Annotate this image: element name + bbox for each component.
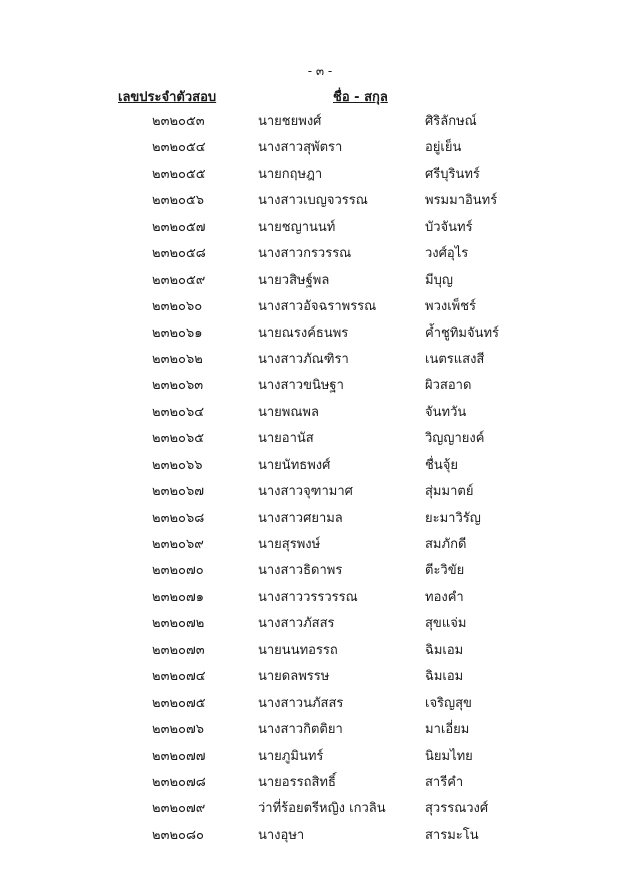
first-name: นางสาวภัณฑิรา bbox=[258, 351, 349, 367]
candidate-row bbox=[0, 744, 632, 770]
candidate-row bbox=[0, 823, 632, 849]
candidate-row bbox=[0, 241, 632, 267]
candidate-row bbox=[0, 426, 632, 452]
exam-id: ๒๓๒๐๕๕ bbox=[152, 166, 206, 182]
exam-id: ๒๓๒๐๖๖ bbox=[152, 457, 203, 473]
candidate-row bbox=[0, 691, 632, 717]
candidate-row bbox=[0, 664, 632, 690]
surname: สารมะโน bbox=[425, 827, 479, 843]
exam-id: ๒๓๒๐๖๐ bbox=[152, 299, 203, 315]
column-header-full-name: ชื่อ - สกุล bbox=[333, 90, 388, 105]
surname: สุขแจ่ม bbox=[425, 616, 467, 632]
surname: นิยมไทย bbox=[425, 748, 473, 764]
exam-id: ๒๓๒๐๗๘ bbox=[152, 774, 206, 790]
exam-id: ๒๓๒๐๖๗ bbox=[152, 484, 204, 500]
first-name: นางสาวสุพัตรา bbox=[258, 140, 343, 156]
first-name: นางสาวธิดาพร bbox=[258, 563, 343, 579]
surname: วิญญายงค์ bbox=[425, 431, 485, 447]
surname: ศรีบุรินทร์ bbox=[425, 166, 480, 182]
candidate-row bbox=[0, 373, 632, 399]
first-name: นายสุรพงษ์ bbox=[258, 537, 321, 552]
exam-id: ๒๓๒๐๖๔ bbox=[152, 404, 205, 420]
exam-id: ๒๓๒๐๕๗ bbox=[152, 219, 206, 235]
first-name: นายพณพล bbox=[258, 404, 319, 420]
surname: มาเอี่ยม bbox=[425, 722, 470, 738]
surname: สารีคำ bbox=[425, 774, 464, 790]
first-name: นายณรงค์ธนพร bbox=[258, 325, 349, 341]
candidate-row bbox=[0, 268, 632, 294]
exam-id: ๒๓๒๐๗๔ bbox=[152, 669, 206, 685]
surname: อยู่เย็น bbox=[425, 140, 462, 156]
exam-id: ๒๓๒๐๖๙ bbox=[152, 537, 204, 552]
surname: พวงเพ็ชร์ bbox=[425, 299, 477, 315]
exam-id: ๒๓๒๐๘๐ bbox=[152, 827, 204, 843]
exam-id: ๒๓๒๐๗๐ bbox=[152, 563, 204, 579]
surname: เจริญสุข bbox=[425, 695, 472, 711]
candidate-list bbox=[0, 109, 632, 849]
surname: บัวจันทร์ bbox=[425, 219, 473, 235]
first-name: นางสาวกิตติยา bbox=[258, 722, 343, 738]
exam-id: ๒๓๒๐๖๒ bbox=[152, 351, 203, 367]
exam-id: ๒๓๒๐๕๙ bbox=[152, 272, 206, 288]
exam-id: ๒๓๒๐๗๓ bbox=[152, 642, 205, 658]
surname: สุ่มมาตย์ bbox=[425, 484, 474, 500]
first-name: นางสาวกรวรรณ bbox=[258, 246, 352, 262]
first-name: นายกฤษฎา bbox=[258, 166, 323, 182]
candidate-row bbox=[0, 638, 632, 664]
surname: เนตรแสงสี bbox=[425, 351, 485, 367]
exam-id: ๒๓๒๐๖๕ bbox=[152, 431, 205, 447]
candidate-row bbox=[0, 215, 632, 241]
surname: ผิวสอาด bbox=[425, 378, 472, 394]
first-name: นางสาวขนิษฐา bbox=[258, 378, 344, 394]
candidate-row bbox=[0, 558, 632, 584]
surname: ค้ำชูทิมจันทร์ bbox=[425, 325, 500, 341]
first-name: นางสาวศยามล bbox=[258, 510, 343, 526]
candidate-row bbox=[0, 135, 632, 161]
column-header-exam-id: เลขประจำตัวสอบ bbox=[118, 90, 217, 105]
first-name: นางอุษา bbox=[258, 827, 305, 843]
candidate-row bbox=[0, 506, 632, 532]
candidate-row bbox=[0, 400, 632, 426]
first-name: นายภูมินทร์ bbox=[258, 748, 324, 764]
surname: ทองคำ bbox=[425, 589, 464, 605]
exam-id: ๒๓๒๐๕๔ bbox=[152, 140, 206, 156]
first-name: นางสาววรรวรรณ bbox=[258, 589, 358, 605]
first-name: นางสาวนภัสสร bbox=[258, 695, 344, 711]
exam-id: ๒๓๒๐๖๑ bbox=[152, 325, 203, 341]
candidate-row bbox=[0, 294, 632, 320]
candidate-row bbox=[0, 479, 632, 505]
candidate-row bbox=[0, 796, 632, 822]
exam-id: ๒๓๒๐๗๙ bbox=[152, 801, 206, 817]
candidate-row bbox=[0, 770, 632, 796]
surname: วงศ์อุไร bbox=[425, 246, 469, 262]
exam-id: ๒๓๒๐๗๖ bbox=[152, 722, 204, 738]
candidate-row bbox=[0, 188, 632, 214]
first-name: นางสาวภัสสร bbox=[258, 616, 335, 632]
first-name: นายชญานนท์ bbox=[258, 219, 336, 235]
first-name: นายวสิษฐ์พล bbox=[258, 272, 330, 288]
first-name: นายนนทอรรถ bbox=[258, 642, 338, 658]
surname: สุวรรณวงศ์ bbox=[425, 801, 489, 817]
first-name: นายดลพรรษ bbox=[258, 669, 330, 685]
exam-id: ๒๓๒๐๕๓ bbox=[152, 114, 205, 129]
surname: ยะมาวิรัญ bbox=[425, 510, 481, 526]
candidate-row bbox=[0, 532, 632, 558]
candidate-row bbox=[0, 321, 632, 347]
candidate-row bbox=[0, 347, 632, 373]
exam-id: ๒๓๒๐๗๕ bbox=[152, 695, 206, 711]
candidate-row bbox=[0, 453, 632, 479]
exam-id: ๒๓๒๐๗๒ bbox=[152, 616, 205, 632]
surname: ตีะวิขัย bbox=[425, 563, 465, 579]
exam-id: ๒๓๒๐๗๑ bbox=[152, 589, 204, 605]
surname: จันทวัน bbox=[425, 404, 467, 420]
exam-id: ๒๓๒๐๕๘ bbox=[152, 246, 206, 262]
first-name: นายนัทธพงศ์ bbox=[258, 457, 331, 473]
candidate-row bbox=[0, 162, 632, 188]
surname: ชื่นจุ้ย bbox=[425, 457, 458, 473]
page-number: - ๓ - bbox=[307, 64, 333, 78]
surname: ศิริลักษณ์ bbox=[425, 114, 477, 129]
first-name: นางสาวอัจฉราพรรณ bbox=[258, 299, 377, 315]
first-name: นายชยพงศ์ bbox=[258, 114, 322, 129]
surname: สมภักดี bbox=[425, 537, 467, 552]
exam-id: ๒๓๒๐๗๗ bbox=[152, 748, 206, 764]
exam-id: ๒๓๒๐๖๓ bbox=[152, 378, 204, 394]
first-name: ว่าที่ร้อยตรีหญิง เกวลิน bbox=[258, 801, 386, 817]
candidate-row bbox=[0, 585, 632, 611]
surname: ฉิมเอม bbox=[425, 669, 464, 685]
first-name: นายอรรถสิทธิ์ bbox=[258, 774, 336, 790]
first-name: นางสาวเบญจวรรณ bbox=[258, 193, 368, 209]
surname: มีบุญ bbox=[425, 272, 453, 288]
first-name: นายอานัส bbox=[258, 431, 314, 447]
surname: พรมมาอินทร์ bbox=[425, 193, 498, 209]
candidate-row bbox=[0, 109, 632, 135]
exam-id: ๒๓๒๐๕๖ bbox=[152, 193, 205, 209]
first-name: นางสาวจุฑามาศ bbox=[258, 484, 353, 500]
candidate-row bbox=[0, 611, 632, 637]
exam-id: ๒๓๒๐๖๘ bbox=[152, 510, 205, 526]
surname: ฉิมเอม bbox=[425, 642, 464, 658]
candidate-row bbox=[0, 717, 632, 743]
